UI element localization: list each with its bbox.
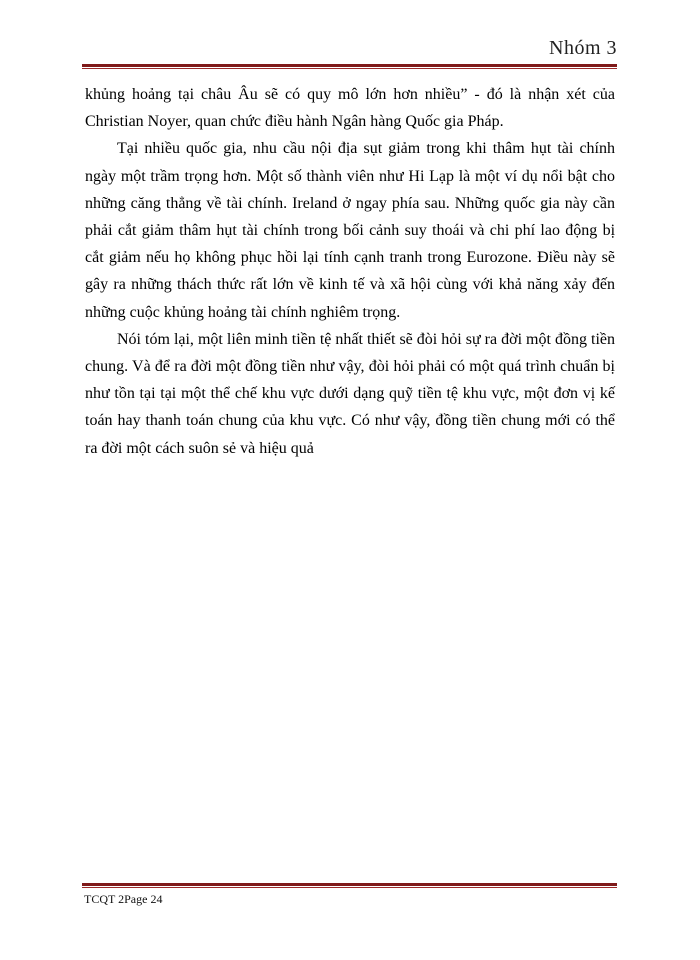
page-header (82, 36, 617, 70)
text-line: Nói tóm lại, một liên minh tiền tệ nhất thiết sẽ đòi hỏi sự ra đời một đồng (117, 330, 587, 348)
text-line: cho những căng thẳng về tài chính. Ireland ở ngay phía sau. Những quốc gia (85, 167, 615, 212)
page-footer (82, 883, 617, 909)
text-line: tiền chung. Và để ra đời một đồng tiền như vậy, đòi hỏi phải có một quá trình (85, 330, 615, 376)
text-line: động bị cắt giảm nếu họ không phục hồi lại tính cạnh tranh trong Eurozone. (85, 222, 616, 267)
header-title: Nhóm 3 (549, 37, 617, 59)
paragraph-1 (85, 81, 615, 135)
text-line: Điều này sẽ gây ra những thách thức rất lớn về kinh tế và xã hội cùng với khả (85, 249, 616, 294)
text-line: mới có thể ra đời một cách suôn sẻ và hiệu quả (85, 412, 616, 457)
footer-rule-thick (82, 883, 617, 886)
header-rule (82, 64, 617, 70)
text-line: năng xảy đến những cuộc khủng hoảng tài chính nghiêm trọng. (85, 276, 615, 321)
text-line: Christian Noyer, quan chức điều hành Ngân hàng Quốc gia Pháp. (85, 113, 504, 131)
header-rule-thick (82, 64, 617, 67)
header-rule-thin (82, 68, 617, 69)
paragraph-2 (85, 135, 615, 325)
footer-rule-thin (82, 887, 617, 888)
paragraph-3 (85, 326, 615, 462)
text-line: đơn vị kế toán hay thanh toán chung của khu vực. Có như vậy, đồng tiền chung (85, 385, 615, 430)
text-line: khủng hoảng tại châu Âu sẽ có quy mô lớn hơn nhiều” - đó là nhận xét của (85, 86, 615, 103)
body-text (85, 81, 615, 462)
footer-rule (82, 883, 617, 889)
text-line: chuẩn bị như tồn tại tại một thể chế khu vực dưới dạng quỹ tiền tệ khu vực, một (85, 358, 615, 403)
text-line: Tại nhiều quốc gia, nhu cầu nội địa sụt giảm trong khi thâm hụt tài chính (117, 140, 615, 158)
text-line: ngày một trầm trọng hơn. Một số thành viên như Hi Lạp là một ví dụ nổi bật (85, 167, 588, 185)
text-line: này cần phải cắt giảm thâm hụt tài chính trong bối cảnh suy thoái và chi phí lao (85, 194, 615, 240)
footer-page-label: TCQT 2Page 24 (84, 892, 163, 906)
